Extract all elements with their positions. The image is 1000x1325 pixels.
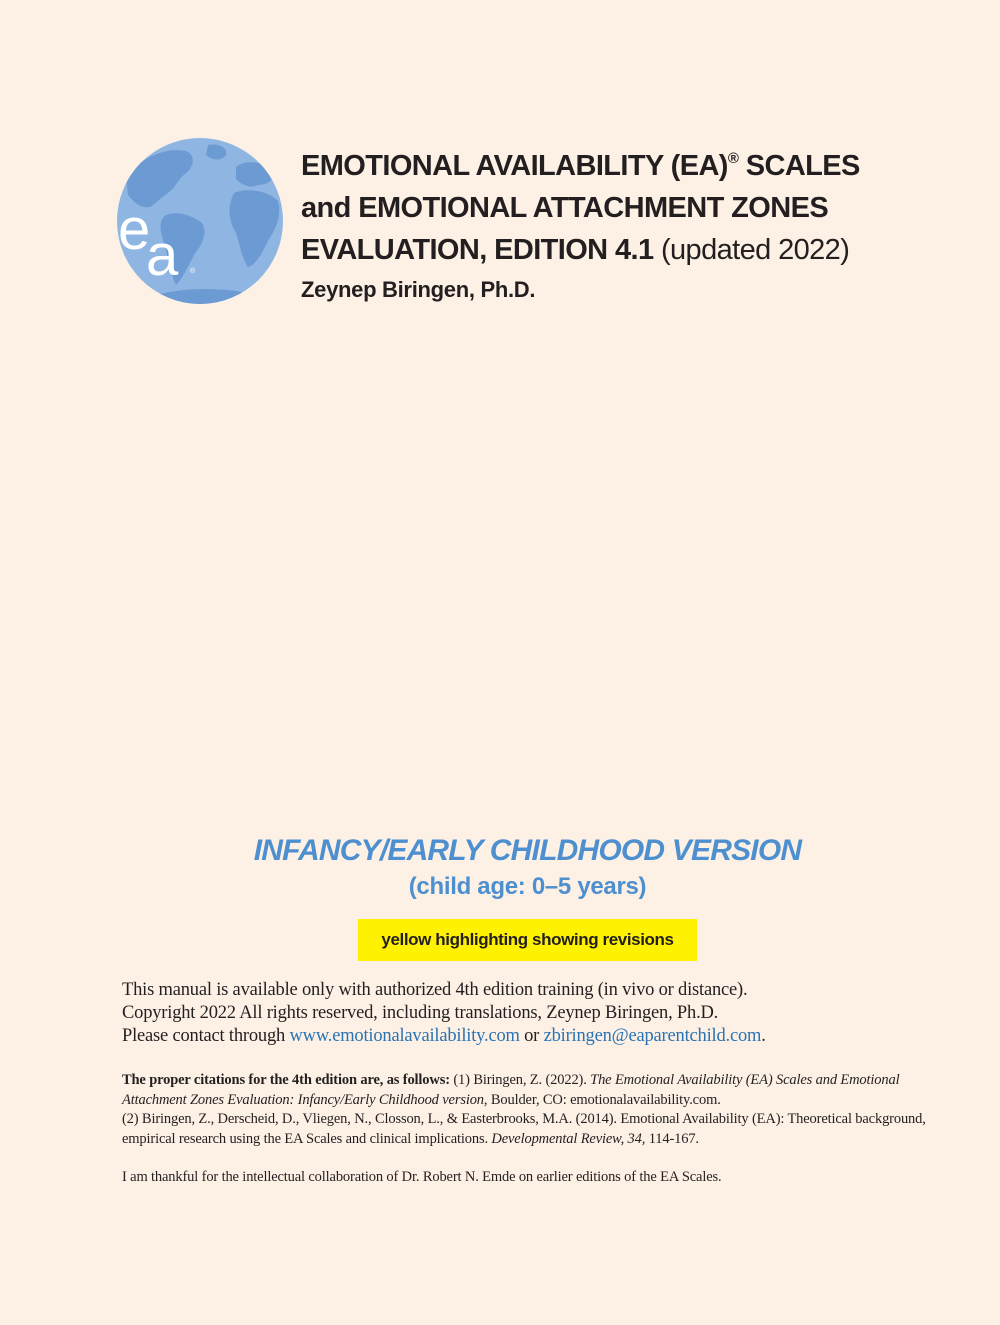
edition-text: EVALUATION, EDITION 4.1 — [301, 234, 654, 266]
title-line-3 — [301, 229, 941, 271]
citation-2 — [122, 1110, 952, 1149]
citation-1-title: The Emotional Availability (EA) Scales and Emotional Attachment Zones Evaluation: Infancy/Early Childhood version — [122, 1072, 900, 1108]
citation-2-journal: Developmental Review, 34, — [491, 1130, 646, 1147]
citation-1-publisher: , Boulder, CO: emotionalavailability.com. — [483, 1091, 721, 1108]
title-line-1 — [301, 138, 941, 187]
ea-logo — [116, 137, 284, 305]
version-block — [0, 832, 1000, 904]
title-line-2: and EMOTIONAL ATTACHMENT ZONES — [301, 192, 829, 224]
globe-icon — [116, 137, 284, 305]
website-link[interactable]: www.emotionalavailability.com — [289, 1026, 520, 1046]
title-text: SCALES — [738, 150, 860, 182]
version-title: INFANCY/EARLY CHILDHOOD VERSION — [253, 834, 802, 867]
author-name: Zeynep Biringen, Ph.D. — [301, 277, 536, 302]
availability-notice — [122, 979, 766, 1048]
registered-mark: ® — [727, 150, 739, 167]
citation-2-text: (2) Biringen, Z., Derscheid, D., Vliegen, N., Closson, L., & Easterbrooks, M.A. (2014). Emotional Availability (EA): Theoretical background, empirical research using the EA Scales and clinical implications. — [122, 1111, 926, 1147]
svg-text:e: e — [118, 197, 151, 262]
citation-1-authors: (1) Biringen, Z. (2022). — [449, 1072, 591, 1088]
updated-year-text: (updated 2022) — [653, 234, 850, 266]
version-subtitle: (child age: 0–5 years) — [408, 873, 647, 900]
svg-text:a: a — [146, 223, 179, 288]
citations-heading: The proper citations for the 4th edition are, as follows: — [122, 1072, 450, 1088]
citation-2-pages: 114-167. — [645, 1130, 699, 1147]
email-link[interactable]: zbiringen@eaparentchild.com — [543, 1026, 762, 1046]
contact-or: or — [519, 1026, 544, 1046]
title-block — [301, 138, 941, 303]
contact-prefix: Please contact through — [122, 1026, 290, 1046]
notice-line-2: Copyright 2022 All rights reserved, including translations, Zeynep Biringen, Ph.D. — [122, 1003, 719, 1023]
title-text: EMOTIONAL AVAILABILITY (EA) — [301, 150, 728, 182]
notice-line-3 — [122, 1025, 766, 1048]
citations-block — [122, 1071, 952, 1188]
citation-1 — [122, 1071, 952, 1110]
svg-text:®: ® — [190, 268, 196, 275]
notice-line-1: This manual is available only with authorized 4th edition training (in vivo or distance). — [122, 980, 748, 1000]
acknowledgement: I am thankful for the intellectual collaboration of Dr. Robert N. Emde on earlier editions of the EA Scales. — [122, 1169, 722, 1185]
contact-suffix: . — [761, 1026, 766, 1046]
highlight-note: yellow highlighting showing revisions — [358, 919, 697, 961]
